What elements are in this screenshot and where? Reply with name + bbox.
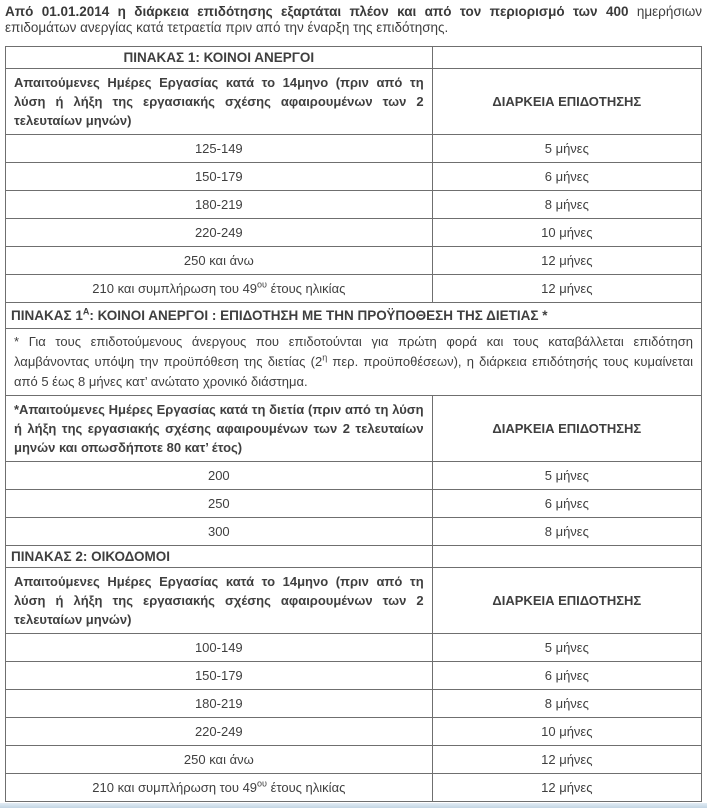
table1a-row-0 xyxy=(6,462,702,490)
age-row-post: έτους ηλικίας xyxy=(266,780,346,795)
requirement-cell: 180-219 xyxy=(6,690,433,718)
table2-row-0 xyxy=(6,634,702,662)
table1-col1-header: Απαιτούμενες Ημέρες Εργασίας κατά το 14μηνο (πριν από τη λύση ή λήξη της εργασιακής σχέσης αφαιρουμένων των 2 τελευταίων μηνών) xyxy=(6,69,433,135)
table1-header-row xyxy=(6,69,702,135)
footnote-post: περ. προϋποθέσεων), η διάρκεια επιδότησής τους κυμαίνεται από 5 έως 8 μήνες κατ’ ανώτατο χρονικό διάστημα. xyxy=(14,354,693,389)
table2-row-3 xyxy=(6,718,702,746)
table1-row-4 xyxy=(6,247,702,275)
table1a-title xyxy=(6,303,702,329)
requirement-cell: 250 xyxy=(6,490,433,518)
table1-title: ΠΙΝΑΚΑΣ 1: ΚΟΙΝΟΙ ΑΝΕΡΓΟΙ xyxy=(6,47,433,69)
table1a-row-2 xyxy=(6,518,702,546)
table1a-col1-header: *Απαιτούμενες Ημέρες Εργασίας κατά τη διετία (πριν από τη λύση ή λήξη της εργασιακής σχέσης αφαιρουμένων των 2 τελευταίων μηνών και οπωσδήποτε 80 κατ’ έτος) xyxy=(6,396,433,462)
table2-title: ΠΙΝΑΚΑΣ 2: ΟΙΚΟΔΟΜΟΙ xyxy=(6,546,433,568)
duration-cell: 12 μήνες xyxy=(432,275,701,303)
requirement-cell: 180-219 xyxy=(6,191,433,219)
requirement-cell: 220-249 xyxy=(6,219,433,247)
table2-header-row xyxy=(6,568,702,634)
intro-paragraph xyxy=(5,4,702,36)
age-row-superscript: ου xyxy=(257,778,267,789)
age-row-superscript: ου xyxy=(257,279,267,290)
duration-cell: 12 μήνες xyxy=(432,247,701,275)
bottom-edge-strip xyxy=(0,803,707,808)
requirement-cell: 200 xyxy=(6,462,433,490)
table1a-row-1 xyxy=(6,490,702,518)
table1-row-1 xyxy=(6,163,702,191)
duration-cell: 10 μήνες xyxy=(432,219,701,247)
age-row-pre: 210 και συμπλήρωση του 49 xyxy=(92,281,258,296)
duration-cell: 8 μήνες xyxy=(432,518,701,546)
requirement-cell xyxy=(6,275,433,303)
duration-cell: 10 μήνες xyxy=(432,718,701,746)
table1-row-0 xyxy=(6,135,702,163)
table1-row-2 xyxy=(6,191,702,219)
duration-cell: 8 μήνες xyxy=(432,191,701,219)
table1a-title-row xyxy=(6,303,702,329)
requirement-cell: 100-149 xyxy=(6,634,433,662)
table1a-title-superscript: Α xyxy=(82,306,90,317)
table1-row-3 xyxy=(6,219,702,247)
duration-cell: 6 μήνες xyxy=(432,662,701,690)
intro-normal-text: ημερήσιων επιδομάτων ανεργίας κατά τετραετία πριν από την έναρξη της επιδότησης. xyxy=(5,4,702,35)
table1-row-age xyxy=(6,275,702,303)
age-row-post: έτους ηλικίας xyxy=(266,281,346,296)
table2-row-1 xyxy=(6,662,702,690)
table2-row-age xyxy=(6,774,702,802)
duration-cell: 5 μήνες xyxy=(432,462,701,490)
requirement-cell: 250 και άνω xyxy=(6,247,433,275)
table1-title-empty-cell xyxy=(432,47,701,69)
intro-bold-text: Από 01.01.2014 η διάρκεια επιδότησης εξαρτάται πλέον και από τον περιορισμό των 400 xyxy=(5,4,629,19)
duration-cell: 6 μήνες xyxy=(432,163,701,191)
table2-title-row xyxy=(6,546,702,568)
footnote-superscript: η xyxy=(322,352,328,363)
duration-cell: 12 μήνες xyxy=(432,746,701,774)
duration-cell: 6 μήνες xyxy=(432,490,701,518)
table1a-title-post: : ΚΟΙΝΟΙ ΑΝΕΡΓΟΙ : ΕΠΙΔΟΤΗΣΗ ΜΕ ΤΗΝ ΠΡΟΫΠΟΘΕΣΗ ΤΗΣ ΔΙΕΤΙΑΣ * xyxy=(89,308,548,323)
table1-title-row xyxy=(6,47,702,69)
requirement-cell: 150-179 xyxy=(6,662,433,690)
requirement-cell xyxy=(6,774,433,802)
requirement-cell: 220-249 xyxy=(6,718,433,746)
table1a-header-row xyxy=(6,396,702,462)
table1a-title-pre: ΠΙΝΑΚΑΣ 1 xyxy=(11,308,83,323)
table2-col2-header: ΔΙΑΡΚΕΙΑ ΕΠΙΔΟΤΗΣΗΣ xyxy=(432,568,701,634)
benefits-table xyxy=(5,46,702,802)
duration-cell: 5 μήνες xyxy=(432,135,701,163)
footnote-pre: * Για τους επιδοτούμενους άνεργους που επιδοτούνται για πρώτη φορά και τους καταβάλλεται επιδότηση λαμβάνοντας υπόψη την προϋπόθεση της διετίας (2 xyxy=(14,334,693,369)
duration-cell: 8 μήνες xyxy=(432,690,701,718)
requirement-cell: 150-179 xyxy=(6,163,433,191)
requirement-cell: 125-149 xyxy=(6,135,433,163)
requirement-cell: 250 και άνω xyxy=(6,746,433,774)
table2-title-empty-cell xyxy=(432,546,701,568)
duration-cell: 12 μήνες xyxy=(432,774,701,802)
table2-col1-header: Απαιτούμενες Ημέρες Εργασίας κατά το 14μηνο (πριν από τη λύση ή λήξη της εργασιακής σχέσης αφαιρουμένων των 2 τελευταίων μηνών) xyxy=(6,568,433,634)
table1-col2-header: ΔΙΑΡΚΕΙΑ ΕΠΙΔΟΤΗΣΗΣ xyxy=(432,69,701,135)
age-row-pre: 210 και συμπλήρωση του 49 xyxy=(92,780,258,795)
duration-cell: 5 μήνες xyxy=(432,634,701,662)
table1a-footnote xyxy=(6,329,702,396)
table2-row-4 xyxy=(6,746,702,774)
table2-row-2 xyxy=(6,690,702,718)
table1a-footnote-row xyxy=(6,329,702,396)
requirement-cell: 300 xyxy=(6,518,433,546)
table1a-col2-header: ΔΙΑΡΚΕΙΑ ΕΠΙΔΟΤΗΣΗΣ xyxy=(432,396,701,462)
